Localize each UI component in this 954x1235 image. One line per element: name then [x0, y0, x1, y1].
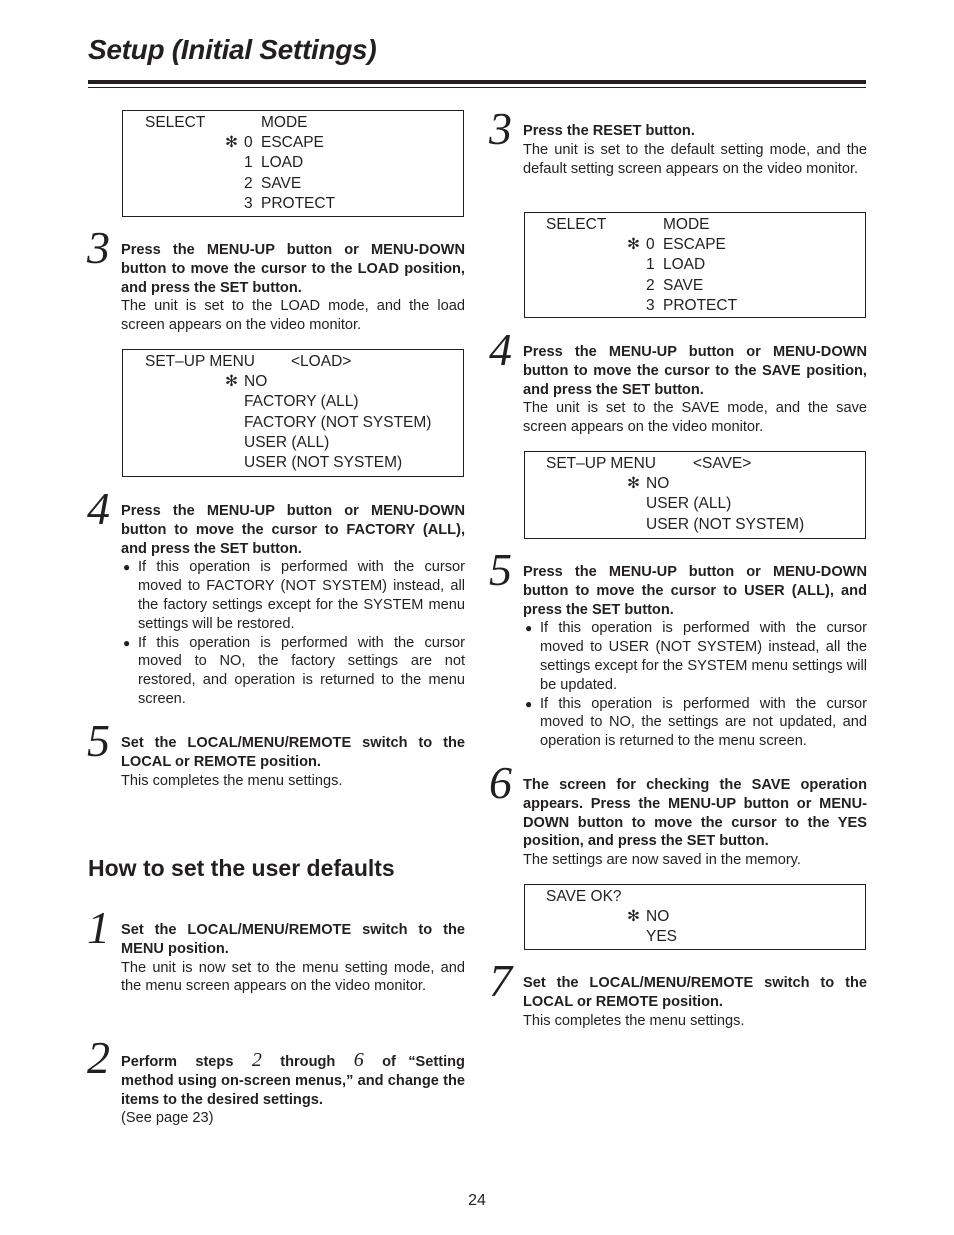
step-instruction: Press the RESET button. [523, 123, 695, 139]
menu-item-label: PROTECT [663, 296, 738, 314]
step-description: This completes the menu settings. [121, 772, 343, 789]
menu-header-save-ok: SAVE OK? [546, 888, 622, 905]
menu-header-mode: MODE [261, 114, 308, 131]
step-number: 3 [87, 222, 110, 273]
step-instruction: Set the LOCAL/MENU/REMOTE switch to the LOCAL or REMOTE position. [523, 975, 867, 1010]
step-ref-number: 2 [251, 1049, 262, 1071]
step-instruction: The screen for checking the SAVE operation appears. Press the MENU-UP button or MENU-DOWN button to move the cursor to the YES position, and press the SET button. [523, 777, 867, 850]
menu-item-num: 1 [646, 256, 655, 274]
menu-item-label: SAVE [663, 276, 704, 294]
note-item [121, 558, 465, 633]
save-menu-screen [524, 451, 866, 539]
menu-item-label: FACTORY (NOT SYSTEM) [244, 413, 432, 431]
page-number: 24 [468, 1192, 486, 1209]
menu-item-label: PROTECT [261, 194, 336, 212]
user-step-1 [87, 902, 465, 996]
select-mode-menu-left [122, 110, 464, 217]
step-number: 4 [489, 324, 512, 375]
step-instruction: Press the MENU-UP button or MENU-DOWN button to move the cursor to the LOAD position, and press the SET button. [121, 242, 465, 296]
bullet-icon: ● [123, 560, 131, 575]
step-number: 1 [87, 902, 110, 953]
section-heading: How to set the user defaults [88, 855, 395, 881]
note-text: If this operation is performed with the cursor moved to NO, the factory settings are not restored, and operation is returned to the menu screen. [138, 634, 465, 707]
menu-item-num: 2 [646, 276, 655, 294]
step-4-factory [87, 483, 465, 709]
note-text: If this operation is performed with the cursor moved to NO, the settings are not updated, and operation is returned to the menu screen. [540, 695, 867, 750]
step-3-load [87, 222, 465, 335]
bullet-icon: ● [123, 635, 131, 650]
step-description: (See page 23) [121, 1110, 214, 1127]
menu-item-label: FACTORY (ALL) [244, 393, 359, 411]
step-number: 3 [489, 103, 512, 154]
step-instruction: Set the LOCAL/MENU/REMOTE switch to the MENU position. [121, 922, 465, 957]
step-description: The unit is now set to the menu setting mode, and the menu screen appears on the video monitor. [121, 959, 465, 995]
menu-item-label: ESCAPE [261, 134, 324, 152]
menu-header-select: SELECT [145, 114, 206, 131]
menu-item-label: NO [244, 373, 268, 391]
menu-header-setup: SET–UP MENU [145, 353, 255, 370]
step-description: The unit is set to the LOAD mode, and the load screen appears on the video monitor. [121, 298, 465, 334]
step-number: 6 [489, 757, 512, 808]
step-ref-number: 6 [353, 1049, 364, 1071]
note-item [523, 695, 867, 751]
menu-item-label: USER (ALL) [646, 495, 732, 513]
page-title: Setup (Initial Settings) [88, 34, 377, 65]
menu-item-label: NO [646, 475, 670, 493]
note-text: If this operation is performed with the cursor moved to FACTORY (NOT SYSTEM) instead, all the factory settings except for the SYSTEM menu settings will be restored. [138, 559, 465, 632]
select-mode-menu-right [524, 212, 866, 318]
step-6-save-check [489, 757, 867, 870]
bullet-icon: ● [525, 696, 533, 711]
menu-item-num: 3 [646, 296, 655, 314]
save-ok-screen [524, 884, 866, 950]
menu-header-select: SELECT [546, 216, 607, 233]
menu-item-label: USER (NOT SYSTEM) [646, 515, 805, 533]
cursor-mark: ✻ [225, 373, 238, 391]
step-instruction: Press the MENU-UP button or MENU-DOWN button to move the cursor to the SAVE position, and press the SET button. [523, 344, 867, 398]
menu-item-label: LOAD [261, 154, 304, 172]
user-step-2 [87, 1032, 465, 1128]
cursor-mark: ✻ [627, 475, 640, 493]
step-number: 2 [87, 1032, 110, 1083]
step-text: through [280, 1054, 336, 1070]
step-5-user-all [489, 544, 867, 751]
menu-item-label: SAVE [261, 174, 302, 192]
menu-item-label: ESCAPE [663, 236, 726, 254]
title-rule [88, 80, 866, 84]
note-item [523, 619, 867, 694]
step-number: 4 [87, 483, 110, 534]
note-list [121, 558, 465, 708]
cursor-mark: ✻ [627, 236, 640, 254]
step-number: 5 [87, 715, 110, 766]
menu-item-num: 1 [244, 154, 253, 172]
step-description: This completes the menu settings. [523, 1012, 745, 1029]
step-text: of “Setting method using on-screen menus,” and change the items to the desired settings. [121, 1054, 465, 1108]
step-instruction: Press the MENU-UP button or MENU-DOWN button to move the cursor to USER (ALL), and press the SET button. [523, 564, 867, 618]
note-item [121, 634, 465, 709]
title-rule-thin [88, 87, 866, 88]
step-description: The unit is set to the default setting mode, and the default setting screen appears on the video monitor. [523, 141, 867, 177]
menu-item-label: USER (NOT SYSTEM) [244, 453, 403, 471]
step-description: The settings are now saved in the memory. [523, 852, 801, 869]
menu-item-num: 3 [244, 194, 253, 212]
menu-header-setup: SET–UP MENU [546, 455, 656, 472]
menu-header-load: <LOAD> [291, 353, 352, 370]
step-instruction: Set the LOCAL/MENU/REMOTE switch to the LOCAL or REMOTE position. [121, 735, 465, 770]
step-instruction: Press the MENU-UP button or MENU-DOWN button to move the cursor to FACTORY (ALL), and press the SET button. [121, 503, 465, 557]
step-text: Perform steps [121, 1054, 234, 1070]
menu-item-label: USER (ALL) [244, 433, 330, 451]
note-list [523, 619, 867, 751]
cursor-mark: ✻ [225, 134, 238, 152]
menu-item-label: NO [646, 908, 670, 926]
menu-item-label: YES [646, 928, 678, 946]
note-text: If this operation is performed with the cursor moved to USER (NOT SYSTEM) instead, all the settings except for the SYSTEM menu settings will be updated. [540, 620, 867, 693]
step-4-save [489, 324, 867, 437]
step-5-local [87, 715, 465, 790]
load-menu-screen [122, 349, 464, 477]
step-number: 5 [489, 544, 512, 595]
cursor-mark: ✻ [627, 908, 640, 926]
step-number: 7 [489, 955, 512, 1006]
menu-header-save: <SAVE> [693, 455, 752, 472]
menu-item-num: 0 [646, 236, 655, 254]
step-7-local [489, 955, 867, 1030]
step-description: The unit is set to the SAVE mode, and the save screen appears on the video monitor. [523, 400, 867, 436]
menu-item-num: 0 [244, 134, 253, 152]
menu-item-label: LOAD [663, 256, 706, 274]
bullet-icon: ● [525, 621, 533, 636]
step-3-reset [489, 103, 867, 178]
menu-header-mode: MODE [663, 216, 710, 233]
step-instruction [121, 1051, 465, 1109]
menu-item-num: 2 [244, 174, 253, 192]
